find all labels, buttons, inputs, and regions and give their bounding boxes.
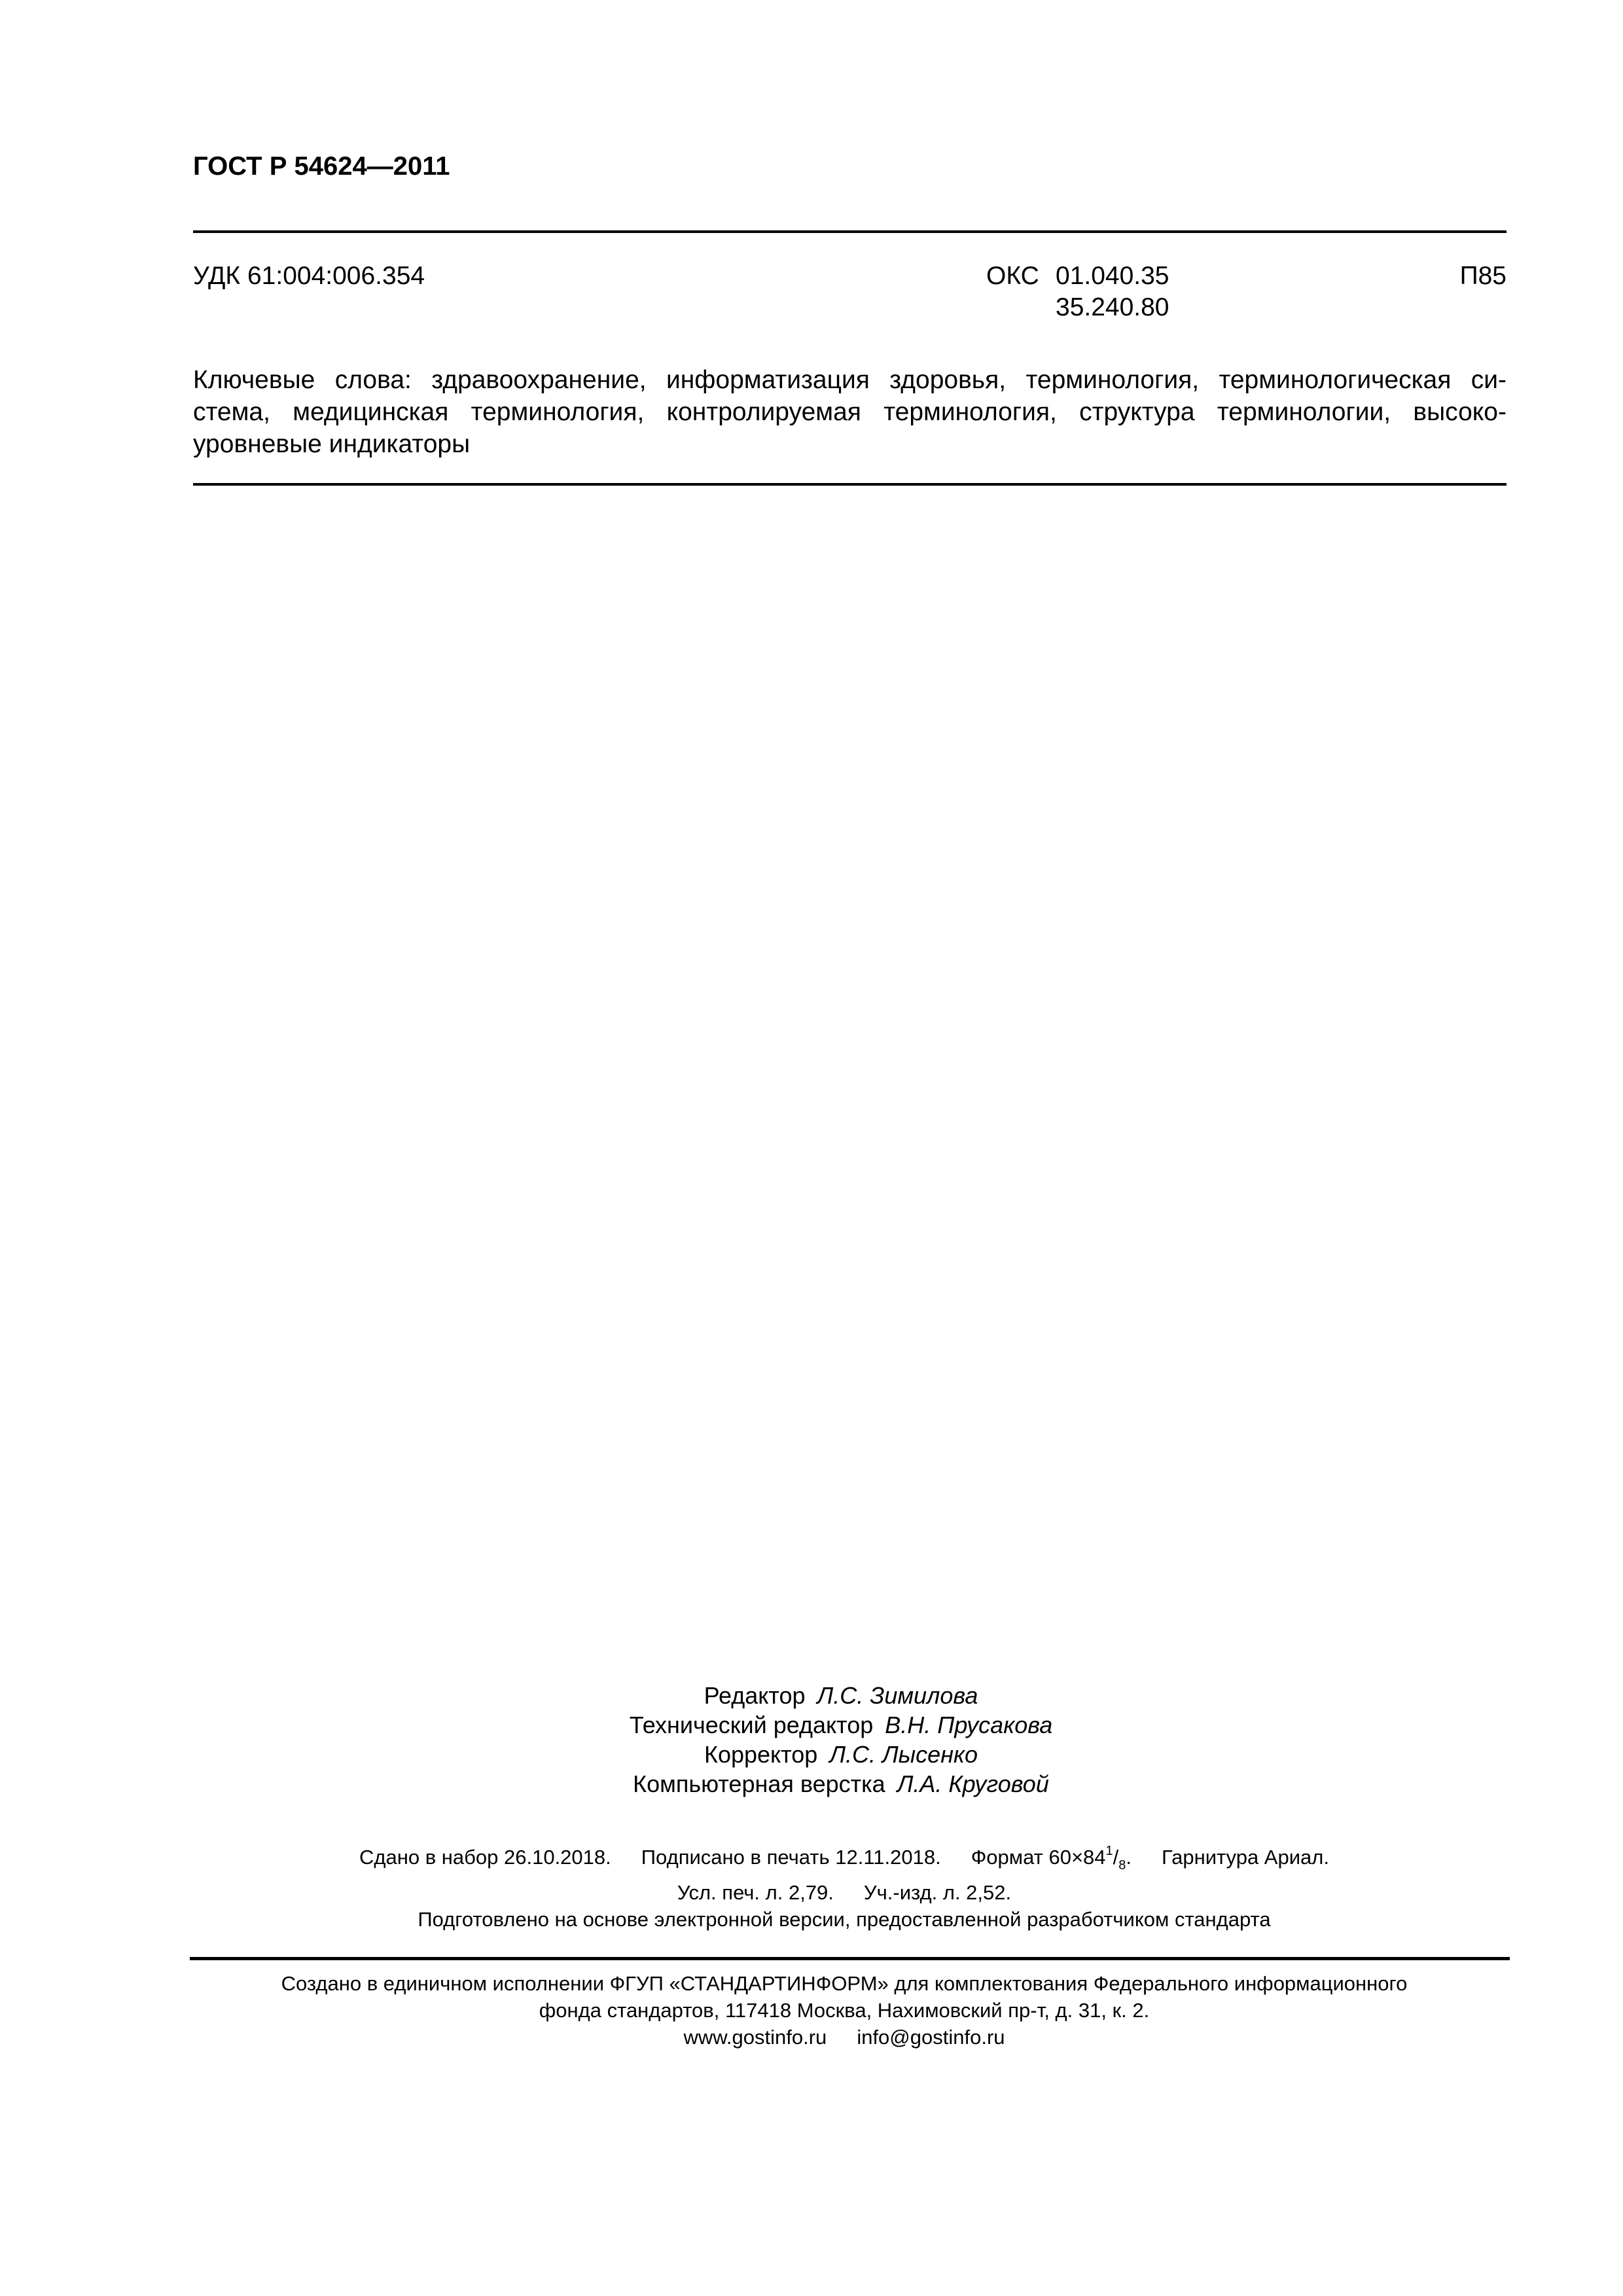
credit-role: Технический редактор [629, 1712, 874, 1738]
credit-role: Компьютерная верстка [633, 1770, 885, 1797]
creator-address: фонда стандартов, 117418 Москва, Нахимовский пр-т, д. 31, к. 2. [539, 1999, 1150, 2022]
credit-name: Л.А. Круговой [897, 1770, 1049, 1797]
bottom-divider [190, 1957, 1510, 1960]
document-code: ГОСТ Р 54624—2011 [193, 152, 450, 181]
oks-label: ОКС [986, 262, 1039, 290]
typeface-info: Гарнитура Ариал. [1162, 1846, 1329, 1869]
email-link[interactable]: info@gostinfo.ru [857, 2026, 1005, 2049]
imprint-line-sheets [33, 1879, 1623, 1906]
submitted-date: Сдано в набор 26.10.2018. [359, 1846, 611, 1869]
credit-role: Корректор [704, 1741, 818, 1768]
keywords-line: Ключевые слова: здравоохранение, информатизация здоровья, терминология, терминологическая си- [193, 366, 1507, 394]
keywords-line: стема, медицинская терминология, контролируемая терминология, структура терминологии, высоко- [193, 398, 1507, 426]
creator-block [0, 1970, 1623, 2051]
imprint-line-dates [33, 1838, 1623, 1879]
credit-line-layout [29, 1769, 1623, 1799]
udc-code: УДК 61:004:006.354 [193, 262, 425, 290]
creator-contacts [33, 2024, 1623, 2051]
prepared-note: Подготовлено на основе электронной версии, предоставленной разработчиком стандарта [418, 1908, 1271, 1931]
credit-name: Л.С. Зимилова [817, 1682, 978, 1709]
keywords-line: уровневые индикаторы [193, 430, 471, 458]
okp-code: П85 [1459, 262, 1507, 290]
imprint-block [0, 1838, 1623, 1933]
edition-sheets: Уч.-изд. л. 2,52. [863, 1881, 1012, 1904]
signed-date: Подписано в печать 12.11.2018. [641, 1846, 941, 1869]
website-link[interactable]: www.gostinfo.ru [683, 2026, 827, 2049]
oks-code: 01.040.35 [1056, 262, 1169, 290]
creator-line: Создано в единичном исполнении ФГУП «СТАНДАРТИНФОРМ» для комплектования Федерального информационного [281, 1972, 1408, 1995]
print-sheets: Усл. печ. л. 2,79. [677, 1881, 834, 1904]
credit-line-editor [29, 1681, 1623, 1710]
oks-block [986, 260, 1169, 323]
credit-line-proofreader [29, 1740, 1623, 1769]
keywords-paragraph [193, 364, 1507, 460]
keywords-divider [193, 483, 1507, 486]
credit-line-tech-editor [29, 1710, 1623, 1740]
credit-name: Л.С. Лысенко [829, 1741, 978, 1768]
credit-role: Редактор [704, 1682, 806, 1709]
credit-name: В.Н. Прусакова [885, 1712, 1053, 1738]
format-info: Формат $60\times 84^1/_8$. [971, 1844, 1132, 1873]
oks-code: 35.240.80 [1056, 293, 1169, 321]
credits-block [0, 1681, 1623, 1799]
top-divider [193, 230, 1507, 233]
